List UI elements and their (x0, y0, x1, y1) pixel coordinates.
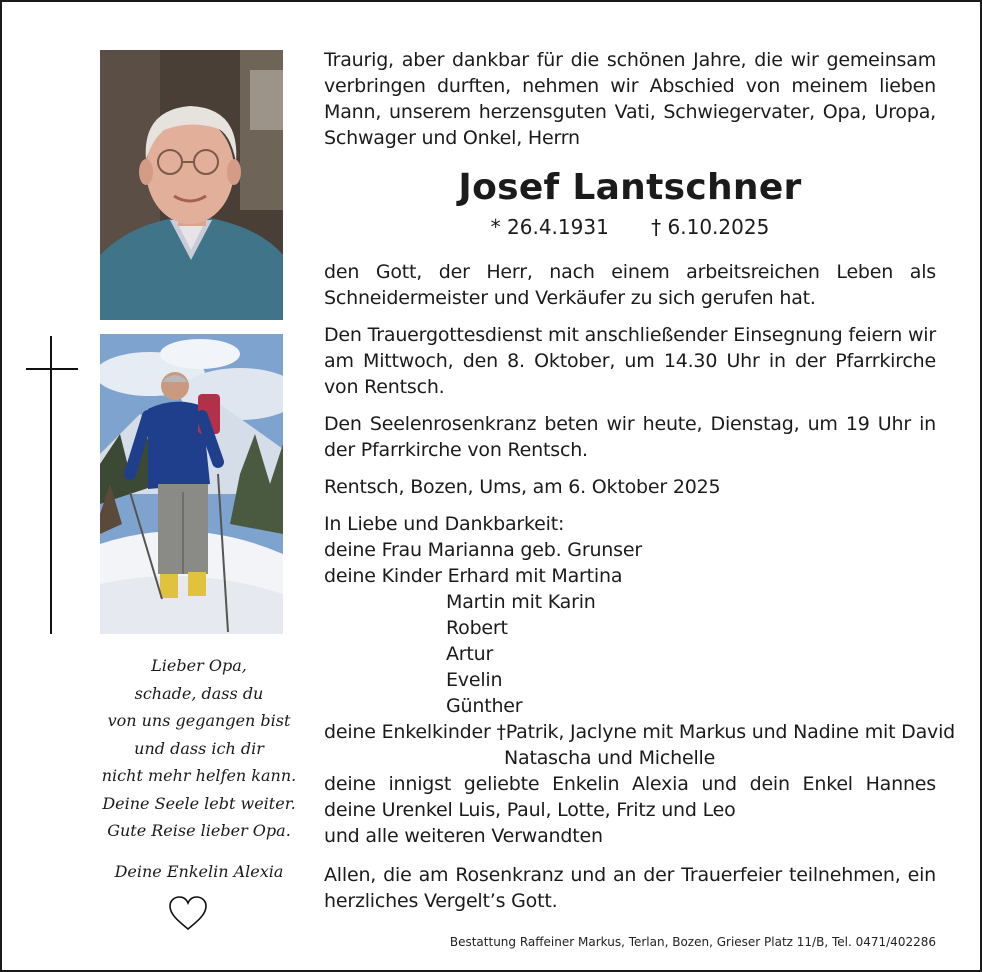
mourner-relatives: und alle weiteren Verwandten (324, 825, 603, 847)
death-date: † 6.10.2025 (651, 215, 770, 239)
mourner-children: deine Kinder Erhard mit Martina (324, 565, 623, 587)
poem-line: Gute Reise lieber Opa. (107, 821, 291, 840)
heart-icon (167, 895, 209, 933)
life-dates (324, 214, 936, 240)
mourner-child: Robert (446, 617, 508, 639)
deceased-name: Josef Lantschner (458, 167, 802, 208)
mourner-beloved-grandchildren: deine innigst geliebte Enkelin Alexia und dein Enkel Hannes (324, 773, 936, 795)
service-paragraph: Den Trauergottesdienst mit anschließender Einsegnung feiern wir am Mittwoch, den 8. Oktober, um 14.30 Uhr in der Pfarrkirche von Rentsch. (324, 324, 936, 398)
mourners-heading: In Liebe und Dankbarkeit: (324, 513, 565, 535)
poem-line: Lieber Opa, (151, 656, 247, 675)
poem-line: von uns gegangen bist (107, 711, 291, 730)
birth-date: * 26.4.1931 (490, 215, 609, 239)
place-date: Rentsch, Bozen, Ums, am 6. Oktober 2025 (324, 476, 721, 498)
mourner-child: Günther (446, 695, 523, 717)
poem-line: nicht mehr helfen kann. (101, 766, 297, 785)
mourner-grandchildren: deine Enkelkinder †Patrik, Jaclyne mit Markus und Nadine mit David (324, 721, 956, 743)
mourner-child: Artur (446, 643, 494, 665)
poem-line: Deine Seele lebt weiter. (102, 793, 296, 813)
rosary-paragraph: Den Seelenrosenkranz beten wir heute, Dienstag, um 19 Uhr in der Pfarrkirche von Rentsch. (324, 413, 936, 461)
mourner-grandchildren-cont: Natascha und Michelle (504, 747, 716, 769)
cross-horizontal-bar (26, 368, 78, 370)
life-paragraph: den Gott, der Herr, nach einem arbeitsreichen Leben als Schneidermeister und Verkäufer zu sich gerufen hat. (324, 261, 936, 309)
mourner-great-grandchildren: deine Urenkel Luis, Paul, Lotte, Fritz und Leo (324, 799, 736, 821)
closing-paragraph: Allen, die am Rosenkranz und an der Trauerfeier teilnehmen, ein herzliches Vergelt’s Gott. (324, 864, 936, 912)
portrait-photo (100, 50, 283, 320)
grandchild-poem (88, 652, 310, 845)
intro-text: Traurig, aber dankbar für die schönen Jahre, die wir gemeinsam verbringen durften, nehmen wir Abschied von meinem lieben Mann, unserem herzensguten Vati, Schwiegervater, Opa, Uropa, Schwager und Onkel, Herrn (324, 49, 936, 149)
mourner-child: Evelin (446, 669, 503, 691)
poem-signature: Deine Enkelin Alexia (114, 862, 284, 881)
ski-tour-photo (100, 334, 283, 634)
mourners-list (324, 511, 956, 849)
mourner-child: Martin mit Karin (446, 591, 596, 613)
funeral-home-footer: Bestattung Raffeiner Markus, Terlan, Bozen, Grieser Platz 11/B, Tel. 0471/402286 (449, 935, 936, 949)
poem-line: schade, dass du (134, 683, 264, 703)
cross-vertical-bar (50, 336, 52, 634)
poem-line: und dass ich dir (134, 738, 264, 758)
mourner-wife: deine Frau Marianna geb. Grunser (324, 539, 642, 561)
